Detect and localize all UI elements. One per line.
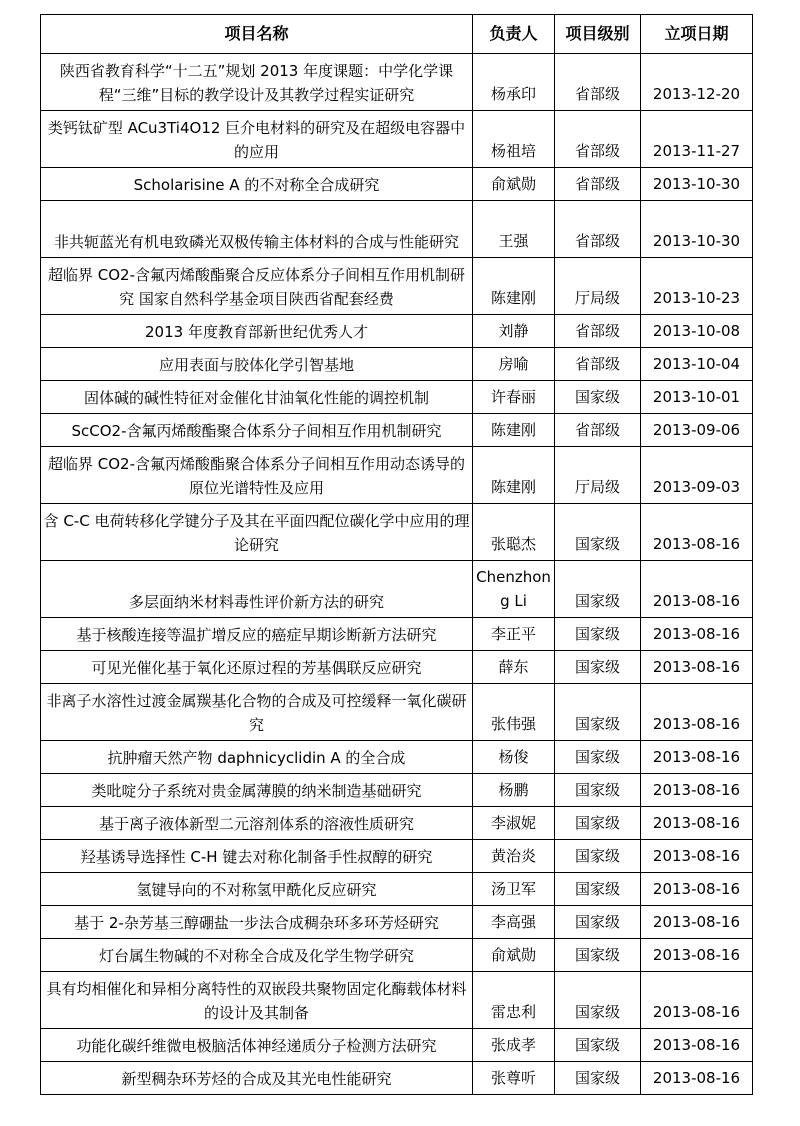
level-cell: 国家级 xyxy=(555,873,641,906)
date-cell: 2013-08-16 xyxy=(641,906,753,939)
date-cell: 2013-08-16 xyxy=(641,873,753,906)
project-name-cell: 类钙钛矿型 ACu3Ti4O12 巨介电材料的研究及在超级电容器中的应用 xyxy=(41,111,473,168)
level-cell: 国家级 xyxy=(555,618,641,651)
date-cell: 2013-12-20 xyxy=(641,54,753,111)
leader-cell: 杨俊 xyxy=(473,741,555,774)
level-cell: 省部级 xyxy=(555,315,641,348)
table-row xyxy=(41,618,753,651)
level-cell: 国家级 xyxy=(555,774,641,807)
project-name-cell: 灯台属生物碱的不对称全合成及化学生物学研究 xyxy=(41,939,473,972)
level-cell: 国家级 xyxy=(555,561,641,618)
leader-cell: 雷忠利 xyxy=(473,972,555,1029)
table-row xyxy=(41,381,753,414)
leader-cell: 杨承印 xyxy=(473,54,555,111)
project-name-cell: 功能化碳纤维微电极脑活体神经递质分子检测方法研究 xyxy=(41,1029,473,1062)
leader-cell: 王强 xyxy=(473,201,555,258)
table-row xyxy=(41,414,753,447)
leader-cell: 张伟强 xyxy=(473,684,555,741)
table-row xyxy=(41,741,753,774)
level-cell: 国家级 xyxy=(555,684,641,741)
project-name-cell: 多层面纳米材料毒性评价新方法的研究 xyxy=(41,561,473,618)
level-cell: 国家级 xyxy=(555,1062,641,1095)
table-row xyxy=(41,840,753,873)
header-leader: 负责人 xyxy=(473,15,555,54)
table-row xyxy=(41,873,753,906)
table-row xyxy=(41,774,753,807)
date-cell: 2013-08-16 xyxy=(641,1062,753,1095)
project-name-cell: 超临界 CO2-含氟丙烯酸酯聚合反应体系分子间相互作用机制研究 国家自然科学基金项目陕西省配套经费 xyxy=(41,258,473,315)
date-cell: 2013-11-27 xyxy=(641,111,753,168)
date-cell: 2013-08-16 xyxy=(641,1029,753,1062)
leader-cell: 陈建刚 xyxy=(473,258,555,315)
date-cell: 2013-08-16 xyxy=(641,939,753,972)
level-cell: 省部级 xyxy=(555,111,641,168)
header-date: 立项日期 xyxy=(641,15,753,54)
table-row xyxy=(41,54,753,111)
date-cell: 2013-08-16 xyxy=(641,840,753,873)
level-cell: 国家级 xyxy=(555,741,641,774)
project-name-cell: 基于核酸连接等温扩增反应的癌症早期诊断新方法研究 xyxy=(41,618,473,651)
table-row xyxy=(41,168,753,201)
project-name-cell: 氢键导向的不对称氢甲酰化反应研究 xyxy=(41,873,473,906)
level-cell: 厅局级 xyxy=(555,258,641,315)
level-cell: 国家级 xyxy=(555,906,641,939)
project-name-cell: 可见光催化基于氧化还原过程的芳基偶联反应研究 xyxy=(41,651,473,684)
leader-cell: 杨鹏 xyxy=(473,774,555,807)
table-row xyxy=(41,651,753,684)
table-row xyxy=(41,684,753,741)
projects-table xyxy=(40,14,753,1095)
table-row xyxy=(41,111,753,168)
date-cell: 2013-08-16 xyxy=(641,504,753,561)
level-cell: 省部级 xyxy=(555,414,641,447)
table-row xyxy=(41,447,753,504)
project-name-cell: 陕西省教育科学“十二五”规划 2013 年度课题：中学化学课程“三维”目标的教学设计及其教学过程实证研究 xyxy=(41,54,473,111)
project-name-cell: 固体碱的碱性特征对金催化甘油氧化性能的调控机制 xyxy=(41,381,473,414)
table-row xyxy=(41,906,753,939)
project-name-cell: 基于离子液体新型二元溶剂体系的溶液性质研究 xyxy=(41,807,473,840)
project-name-cell: 非共轭蓝光有机电致磷光双极传输主体材料的合成与性能研究 xyxy=(41,201,473,258)
project-name-cell: 超临界 CO2-含氟丙烯酸酯聚合体系分子间相互作用动态诱导的原位光谱特性及应用 xyxy=(41,447,473,504)
leader-cell: 黄治炎 xyxy=(473,840,555,873)
date-cell: 2013-10-30 xyxy=(641,168,753,201)
date-cell: 2013-10-01 xyxy=(641,381,753,414)
level-cell: 省部级 xyxy=(555,201,641,258)
table-row xyxy=(41,201,753,258)
level-cell: 国家级 xyxy=(555,504,641,561)
project-name-cell: 基于 2-杂芳基三醇硼盐一步法合成稠杂环多环芳烃研究 xyxy=(41,906,473,939)
leader-cell: 张成孝 xyxy=(473,1029,555,1062)
leader-cell: Chenzhong Li xyxy=(473,561,555,618)
date-cell: 2013-10-23 xyxy=(641,258,753,315)
project-name-cell: 具有均相催化和异相分离特性的双嵌段共聚物固定化酶载体材料的设计及其制备 xyxy=(41,972,473,1029)
leader-cell: 俞斌勋 xyxy=(473,168,555,201)
leader-cell: 俞斌勋 xyxy=(473,939,555,972)
level-cell: 省部级 xyxy=(555,168,641,201)
leader-cell: 陈建刚 xyxy=(473,414,555,447)
project-name-cell: 羟基诱导选择性 C-H 键去对称化制备手性叔醇的研究 xyxy=(41,840,473,873)
date-cell: 2013-08-16 xyxy=(641,684,753,741)
level-cell: 国家级 xyxy=(555,381,641,414)
table-row xyxy=(41,972,753,1029)
leader-cell: 杨祖培 xyxy=(473,111,555,168)
date-cell: 2013-08-16 xyxy=(641,972,753,1029)
project-name-cell: 2013 年度教育部新世纪优秀人才 xyxy=(41,315,473,348)
project-name-cell: 应用表面与胶体化学引智基地 xyxy=(41,348,473,381)
date-cell: 2013-10-04 xyxy=(641,348,753,381)
date-cell: 2013-08-16 xyxy=(641,741,753,774)
date-cell: 2013-09-03 xyxy=(641,447,753,504)
leader-cell: 许春丽 xyxy=(473,381,555,414)
leader-cell: 张聪杰 xyxy=(473,504,555,561)
table-row xyxy=(41,504,753,561)
leader-cell: 刘静 xyxy=(473,315,555,348)
level-cell: 省部级 xyxy=(555,54,641,111)
level-cell: 国家级 xyxy=(555,840,641,873)
leader-cell: 李正平 xyxy=(473,618,555,651)
leader-cell: 房喻 xyxy=(473,348,555,381)
project-name-cell: Scholarisine A 的不对称全合成研究 xyxy=(41,168,473,201)
date-cell: 2013-08-16 xyxy=(641,561,753,618)
level-cell: 国家级 xyxy=(555,807,641,840)
header-project-name: 项目名称 xyxy=(41,15,473,54)
table-row xyxy=(41,315,753,348)
level-cell: 国家级 xyxy=(555,651,641,684)
table-row xyxy=(41,1029,753,1062)
level-cell: 国家级 xyxy=(555,972,641,1029)
date-cell: 2013-08-16 xyxy=(641,774,753,807)
level-cell: 国家级 xyxy=(555,1029,641,1062)
project-name-cell: 抗肿瘤天然产物 daphnicyclidin A 的全合成 xyxy=(41,741,473,774)
date-cell: 2013-08-16 xyxy=(641,618,753,651)
date-cell: 2013-10-30 xyxy=(641,201,753,258)
project-name-cell: 类吡啶分子系统对贵金属薄膜的纳米制造基础研究 xyxy=(41,774,473,807)
table-row xyxy=(41,258,753,315)
project-name-cell: ScCO2-含氟丙烯酸酯聚合体系分子间相互作用机制研究 xyxy=(41,414,473,447)
leader-cell: 薛东 xyxy=(473,651,555,684)
date-cell: 2013-08-16 xyxy=(641,651,753,684)
level-cell: 省部级 xyxy=(555,348,641,381)
leader-cell: 陈建刚 xyxy=(473,447,555,504)
project-name-cell: 含 C-C 电荷转移化学键分子及其在平面四配位碳化学中应用的理论研究 xyxy=(41,504,473,561)
level-cell: 国家级 xyxy=(555,939,641,972)
table-row xyxy=(41,561,753,618)
date-cell: 2013-10-08 xyxy=(641,315,753,348)
leader-cell: 李淑妮 xyxy=(473,807,555,840)
project-name-cell: 非离子水溶性过渡金属羰基化合物的合成及可控缓释一氧化碳研究 xyxy=(41,684,473,741)
leader-cell: 张尊听 xyxy=(473,1062,555,1095)
table-row xyxy=(41,939,753,972)
project-name-cell: 新型稠杂环芳烃的合成及其光电性能研究 xyxy=(41,1062,473,1095)
table-row xyxy=(41,807,753,840)
table-row xyxy=(41,1062,753,1095)
date-cell: 2013-09-06 xyxy=(641,414,753,447)
table-row xyxy=(41,348,753,381)
header-level: 项目级别 xyxy=(555,15,641,54)
date-cell: 2013-08-16 xyxy=(641,807,753,840)
table-header-row xyxy=(41,15,753,54)
leader-cell: 汤卫军 xyxy=(473,873,555,906)
table-body xyxy=(41,54,753,1095)
level-cell: 厅局级 xyxy=(555,447,641,504)
leader-cell: 李高强 xyxy=(473,906,555,939)
